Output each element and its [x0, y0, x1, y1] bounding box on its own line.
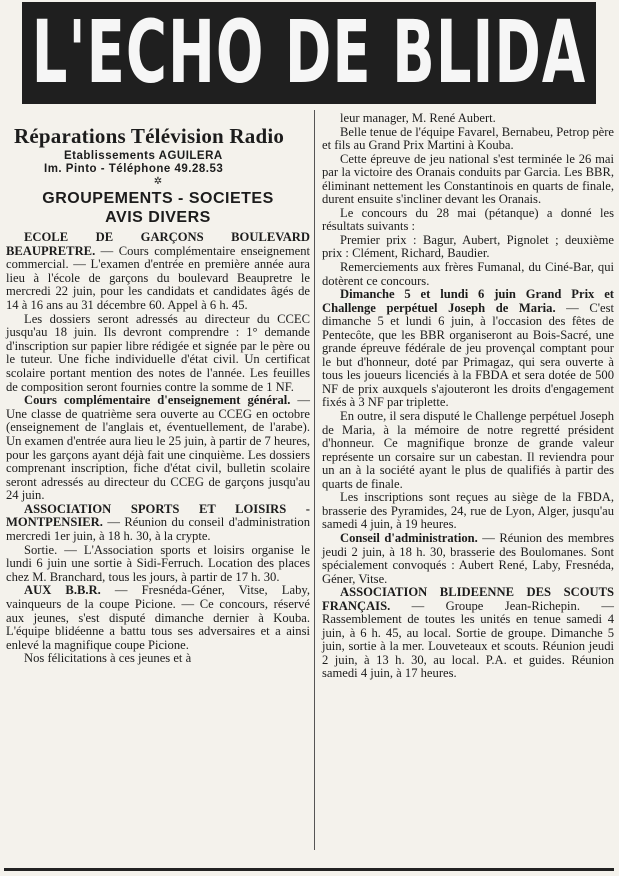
paragraph-text: — Réunion des membres jeudi 2 juin, à 18 h. 30, brasserie des Boulomanes. Sont spécialement convoqués : Aubert René, Laby, Fresnéda, Géner, Vitse. [322, 530, 614, 586]
section-title-line-2: AVIS DIVERS [105, 209, 211, 226]
paragraph-text: Les inscriptions sont reçues au siège de la FBDA, brasserie des Pyramides, 24, rue de Lyon, Alger, jusqu'au samedi 4 juin, à 19 heures. [322, 490, 614, 532]
ad-title: Réparations Télévision Radio [14, 124, 285, 148]
paragraph-text: — Réunion du conseil d'administration mercredi 1er juin, à 18 h. 30, à la crypte. [6, 515, 310, 544]
masthead [22, 2, 596, 104]
article-paragraph [6, 544, 310, 585]
article-paragraph [6, 503, 310, 544]
paragraph-heading: AUX B.B.R. [24, 583, 101, 598]
ad-address-phone: Im. Pinto - Téléphone 49.28.53 [44, 163, 224, 175]
article-paragraph [322, 261, 614, 288]
article-paragraph [322, 153, 614, 207]
paragraph-heading: ASSOCIATION BLIDEENNE DES SCOUTS FRANÇAIS. [322, 585, 614, 613]
article-paragraph [322, 532, 614, 586]
left-column-body [6, 231, 310, 666]
paragraph-text: — Une classe de quatrième sera ouverte au CCEG en octobre (enseignement de l'anglais et, éventuellement, de l'arabe). Un examen d'entrée aura lieu le 25 juin, à partir de 7 heures, pour les garçons ayant déjà fait une cinquième. Les dossiers comprenant inscription, fiche d'état civil, bulletin scolaire seront adressés au directeur du CCEG de garçons jusqu'au 24 juin. [6, 393, 310, 503]
bottom-rule [4, 868, 614, 871]
article-paragraph [322, 207, 614, 234]
article-paragraph [322, 491, 614, 532]
paragraph-heading: Conseil d'administration. [340, 530, 478, 545]
paragraph-text: En outre, il sera disputé le Challenge perpétuel Joseph de Maria, à la mémoire de notre regretté président d'honneur. Ce magnifique bronze de grande valeur représente un corsaire sur un cabestan. Il reviendra pour un an à la société ayant le plus de qualifiés à partir des quarts de finale. [322, 409, 614, 491]
paragraph-heading: ASSOCIATION SPORTS ET LOISIRS - MONTPENSIER. [6, 501, 310, 530]
article-paragraph [6, 394, 310, 503]
article-paragraph [322, 288, 614, 410]
paragraph-heading: ECOLE DE GARÇONS BOULEVARD BEAUPRETRE. [6, 230, 310, 258]
paragraph-text: Les dossiers seront adressés au directeur du CCEC jusqu'au 18 juin. Ils devront comprendre : 1° demande d'inscription sur papier libre rédigée et signée par le père ou le tuteur. Une fiche individuelle d'état civil. Un certificat scolaire portant mention des notes de l'année. Les feuilles de composition seront fournies contre la somme de 1 NF. [6, 311, 310, 394]
right-column-body [322, 112, 614, 681]
article-paragraph [6, 584, 310, 652]
left-column [6, 112, 310, 666]
paragraph-text: Cette épreuve de jeu national s'est terminée le 26 mai par la victoire des Oranais conduits par Garcia. Les BBR, éliminant nettement les Constantinois en quarts de finale, durent ensuite s'incliner devant les Oranais. [322, 151, 614, 207]
paragraph-heading: Dimanche 5 et lundi 6 juin Grand Prix et Challenge perpétuel Joseph de Maria. [322, 287, 614, 315]
article-paragraph [322, 112, 614, 126]
article-paragraph [322, 586, 614, 681]
article-paragraph [322, 234, 614, 261]
paragraph-text: Premier prix : Bagur, Aubert, Pignolet ; deuxième prix : Clément, Richard, Baudier. [322, 232, 614, 261]
paragraph-text: Le concours du 28 mai (pétanque) a donné les résultats suivants : [322, 205, 614, 234]
section-title [6, 189, 310, 227]
column-divider [314, 110, 315, 850]
paragraph-text: — Cours complémentaire enseignement commercial. — L'examen d'entrée en première année aura lieu à l'école de garçons du boulevard Beaupretre le mercredi 22 juin, pour les candidats et candidates âgés de 14 à 16 ans au 31 décembre 60. Appel à 6 h. 45. [6, 243, 310, 312]
masthead-title: L'ECHO DE BLIDA [31, 2, 587, 104]
ad-company: Etablissements AGUILERA [64, 150, 223, 162]
paragraph-text: Sortie. — L'Association sports et loisirs organise le lundi 6 juin une sortie à Sidi-Ferruch. Location des places chez M. Branchard, tous les jours, à partir de 17 h. 30. [6, 542, 310, 584]
paragraph-text: — Fresnéda-Géner, Vitse, Laby, vainqueurs de la coupe Picione. — Ce concours, réservé aux jeunes, s'est disputé dimanche dernier à Kouba. L'équipe blidéenne a battu tous ses adversaires et a ainsi enlevé la magnifique coupe Picione. [6, 583, 310, 652]
paragraph-text: Remerciements aux frères Fumanal, du Ciné-Bar, qui dotèrent ce concours. [322, 260, 614, 288]
right-column [322, 112, 614, 681]
article-paragraph [6, 652, 310, 666]
paragraph-text: Nos félicitations à ces jeunes et à [24, 651, 192, 666]
ornament-icon: ✲ [153, 176, 163, 187]
paragraph-text: leur manager, M. René Aubert. [340, 111, 496, 125]
article-paragraph [6, 231, 310, 313]
paragraph-text: Belle tenue de l'équipe Favarel, Bernabeu, Petrop père et fils au Grand Prix Martini à Kouba. [322, 124, 614, 153]
section-title-line-1: GROUPEMENTS - SOCIETES [42, 190, 274, 207]
paragraph-text: — C'est dimanche 5 et lundi 6 juin, à l'occasion des fêtes de Pentecôte, que les BBR organiseront au Bois-Sacré, une grande épreuve fédérale de jeu provençal comptant pour le but d'honneur, doté par Primagaz, qui sera ouverte à tous les joueurs licenciés à la FBDA et sera dotée de 500 NF de prix auxquels s'ajouteront les droits d'engagement fixés à 3 NF par triplette. [322, 300, 614, 410]
article-paragraph [322, 126, 614, 153]
article-paragraph [322, 410, 614, 491]
paragraph-text: — Groupe Jean-Richepin. — Rassemblement de toutes les unités en tenue samedi 4 juin, à 6 h. 45, au local. Sortie de groupe. Dimanche 5 juin, sortie à la mer. Louveteaux et scouts. Réunion jeudi 2 juin, à 13 h. 30, au local. P.A. et guides. Réunion samedi 4 juin, à 17 heures. [322, 598, 614, 681]
article-paragraph [6, 313, 310, 395]
paragraph-heading: Cours complémentaire d'enseignement général. [24, 393, 291, 408]
